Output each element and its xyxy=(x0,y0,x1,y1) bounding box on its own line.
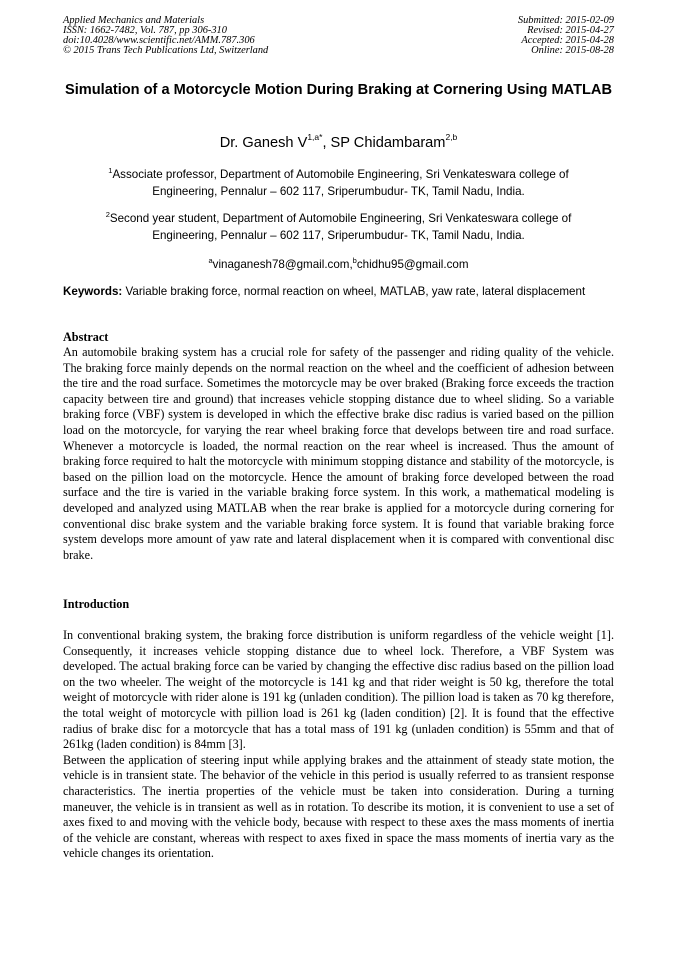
author-emails xyxy=(63,256,614,273)
doi-line: doi:10.4028/www.scientific.net/AMM.787.306 xyxy=(63,35,255,46)
accepted-date: Accepted: 2015-04-28 xyxy=(521,35,614,46)
author-1: Dr. Ganesh V xyxy=(219,135,308,151)
email-2: chidhu95@gmail.com xyxy=(356,258,469,271)
abstract-text: An automobile braking system has a crucial role for safety of the passenger and riding quality of the vehicle. The braking force mainly depends on the normal reaction on the wheel and the coefficient of adhesion between the tire and the road surface. Sometimes the motorcycle may be over braked (Braking force exceeds the traction capacity between tire and ground) that increases vehicle stopping distance due to wheel sliding. So a variable braking force (VBF) system is developed in which the effective brake disc radius is varied based on the pillion load on the motorcycle, for varying the rear wheel braking force that develops between tire and road surface. Whenever a motorcycle is loaded, the normal reaction on the rear wheel is increased. Thus the amount of braking force required to halt the motorcycle with minimum stopping distance and stability of the motorcycle, is based on the pillion load on the motorcycle. Hence the amount of braking force developed between the road surface and the tire is varied in the variable braking force system. In this work, a mathematical modeling is developed and analyzed using MATLAB when the rear brake is applied for a motorcycle during cornering for conventional disc brake system and the variable braking force system. It is found that variable braking force system develops more amount of yaw rate and lateral displacement when it is compared with conventional disc brake. xyxy=(63,345,614,562)
author-2-superscript: 2,b xyxy=(445,132,458,142)
copyright-line: © 2015 Trans Tech Publications Ltd, Switzerland xyxy=(63,45,269,56)
issn-line: ISSN: 1662-7482, Vol. 787, pp 306-310 xyxy=(63,25,227,36)
author-separator: , xyxy=(322,135,331,151)
affiliation-2-text: Second year student, Department of Automobile Engineering, Sri Venkateswara college of Engineering, Pennalur – 602 117, Sriperumbudur- TK, Tamil Nadu, India. xyxy=(109,212,572,242)
keywords-text: Variable braking force, normal reaction on wheel, MATLAB, yaw rate, lateral displacement xyxy=(122,285,586,298)
introduction-heading: Introduction xyxy=(63,597,130,611)
paper-title: Simulation of a Motorcycle Motion During Braking at Cornering Using MATLAB xyxy=(64,82,612,98)
affiliation-1-text: Associate professor, Department of Automobile Engineering, Sri Venkateswara college of Engineering, Pennalur – 602 117, Sriperumbudur- TK, Tamil Nadu, India. xyxy=(112,168,569,198)
keywords-label: Keywords: xyxy=(63,285,123,298)
affiliation-1-number: 1 xyxy=(108,166,113,175)
author-1-superscript: 1,a* xyxy=(307,132,323,142)
introduction-paragraph-1: In conventional braking system, the braking force distribution is uniform regardless of the vehicle weight [1]. Consequently, it increases vehicle stopping distance due to wheel lock. Therefore, a VBF System was developed. The actual braking force can be varied by changing the effective disc radius based on the pillion load on the two wheeler. The weight of the motorcycle is 141 kg and that rider weight is 50 kg, therefore the total weight of motorcycle with rider alone is 191 kg (unladen condition). The pillion load is taken as 70 kg therefore, the total weight of motorcycle with pillion load is 261 kg (laden condition) [2]. It is found that the effective radius of brake disc for a motorcycle that has a total mass of 191 kg (unladen condition) is 55mm and that of 261kg (laden condition) is 84mm [3]. xyxy=(63,628,614,752)
affiliation-2-number: 2 xyxy=(105,210,110,219)
email-1: vinaganesh78@gmail.com, xyxy=(212,258,353,271)
journal-info xyxy=(63,16,268,56)
revised-date: Revised: 2015-04-27 xyxy=(527,25,614,36)
author-2: SP Chidambaram xyxy=(330,135,446,151)
submitted-date: Submitted: 2015-02-09 xyxy=(517,15,614,26)
affiliation-2 xyxy=(75,210,602,244)
journal-name: Applied Mechanics and Materials xyxy=(63,15,205,26)
publication-dates xyxy=(518,16,614,56)
email-2-superscript: b xyxy=(352,256,357,265)
abstract-heading: Abstract xyxy=(63,330,109,344)
email-1-superscript: a xyxy=(208,256,213,265)
keywords xyxy=(63,284,614,300)
affiliation-1 xyxy=(75,166,602,200)
journal-header xyxy=(63,16,614,56)
online-date: Online: 2015-08-28 xyxy=(531,45,614,56)
author-line xyxy=(63,133,614,153)
introduction-paragraph-2: Between the application of steering input while applying brakes and the attainment of steady state motion, the vehicle is in transient state. The behavior of the vehicle in this period is usually referred to as transient response characteristics. The inertia properties of the vehicle must be taken into consideration. During a turning maneuver, the vehicle is in transient as well as in rotation. To describe its motion, it is convenient to use a set of axes fixed to and moving with the vehicle body, because with respect to these axes the mass moments of inertia of the vehicle are constant, whereas with respect to axes fixed in space the mass moments of inertia vary as the vehicle changes its orientation. xyxy=(63,752,614,861)
introduction-body xyxy=(63,628,614,862)
